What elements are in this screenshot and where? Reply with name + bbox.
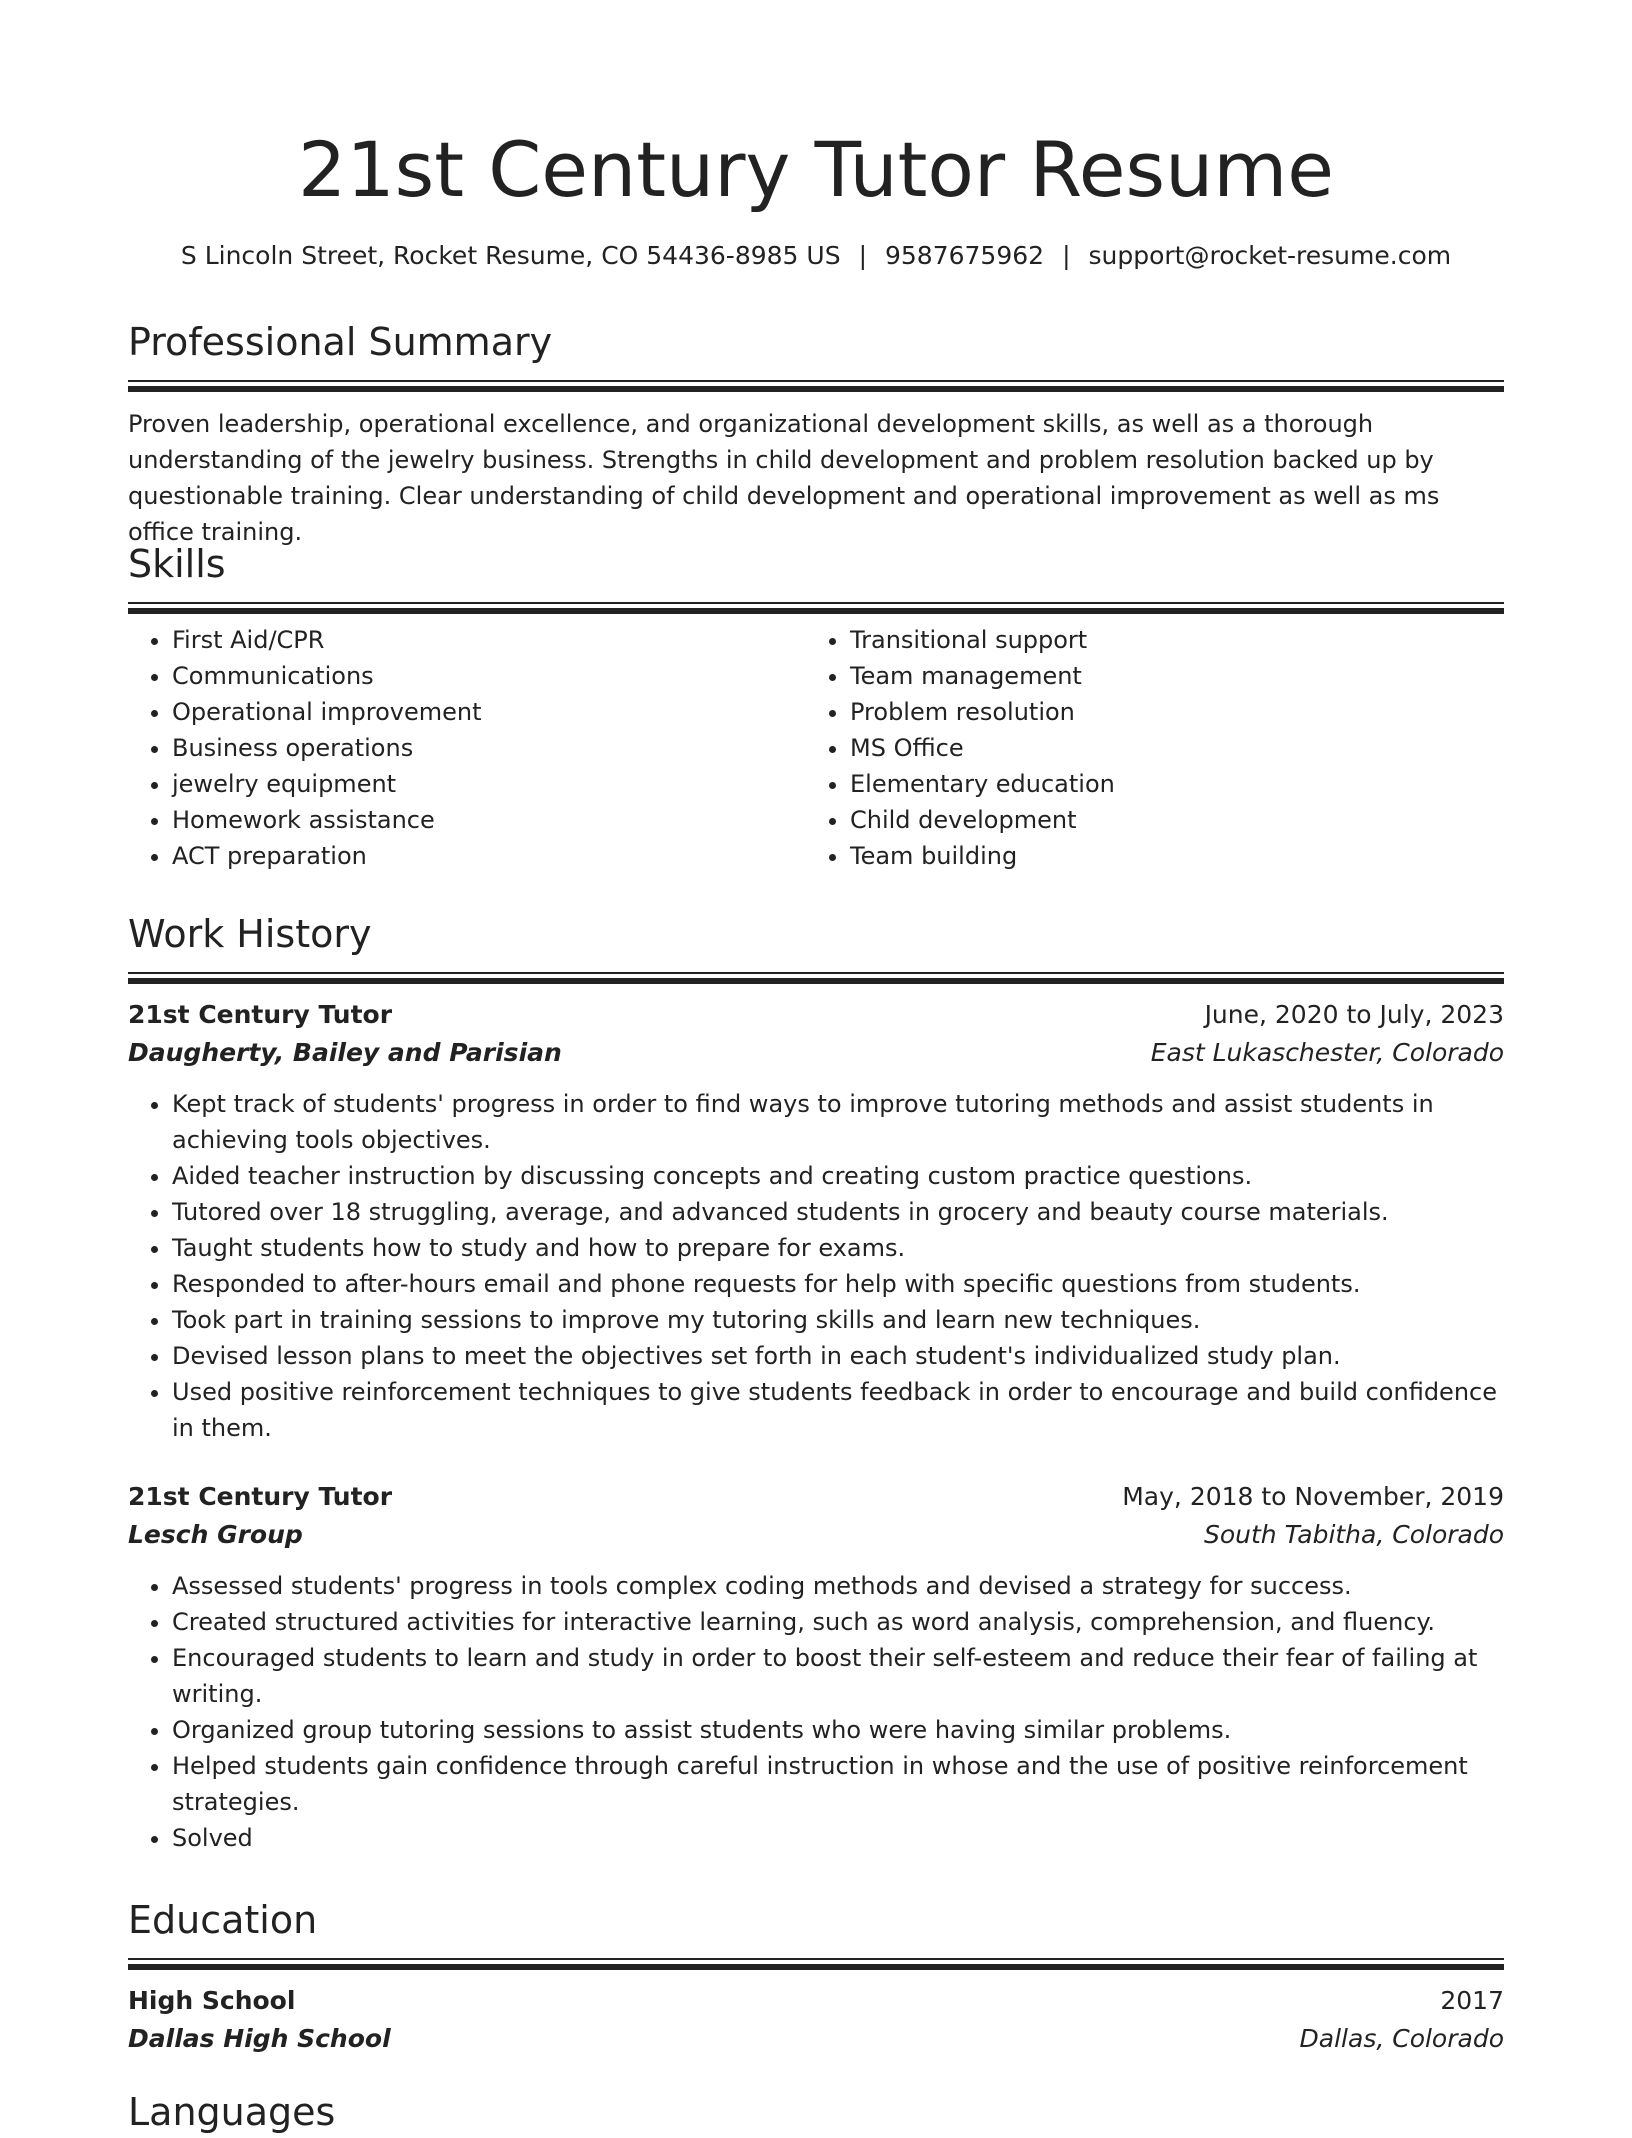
- job-bullets: [128, 1086, 1504, 1446]
- languages-section: [128, 2086, 1504, 2138]
- job-bullet: • Aided teacher instruction by discussing concepts and creating custom practice questions.: [172, 1158, 1504, 1194]
- education-year: 2017: [1440, 1986, 1504, 2015]
- job-bullet: • Taught students how to study and how to prepare for exams.: [172, 1230, 1504, 1266]
- section-rule: [128, 1958, 1504, 1968]
- job-company: Lesch Group: [128, 1520, 303, 1549]
- summary-heading: Professional Summary: [128, 320, 553, 364]
- section-rule: [128, 972, 1504, 982]
- job-bullet: • Created structured activities for interactive learning, such as word analysis, comprehension, and fluency.: [172, 1604, 1504, 1640]
- skill-item: • Transitional support: [850, 622, 1484, 658]
- languages-heading: Languages: [128, 2090, 336, 2134]
- job-bullet: • Solved: [172, 1820, 1504, 1856]
- job-bullet: • Assessed students' progress in tools complex coding methods and devised a strategy for success.: [172, 1568, 1504, 1604]
- education-school-row: [128, 2020, 1504, 2058]
- skill-item: • Operational improvement: [172, 694, 806, 730]
- contact-phone: 9587675962: [885, 241, 1045, 270]
- skills-section: [128, 538, 1504, 874]
- job-location: South Tabitha, Colorado: [1204, 1520, 1504, 1549]
- job-title: 21st Century Tutor: [128, 1482, 393, 1511]
- education-school: Dallas High School: [128, 2024, 391, 2053]
- skill-item: • Elementary education: [850, 766, 1484, 802]
- skill-item: • Business operations: [172, 730, 806, 766]
- summary-text: Proven leadership, operational excellence, and organizational development skills, as well as a thorough understanding of the jewelry business. Strengths in child development and problem resolution backed up by questionable training. Clear understanding of child development and operational improvement as well as ms office training.: [128, 410, 1440, 546]
- skill-item: • ACT preparation: [172, 838, 806, 874]
- job-dates: May, 2018 to November, 2019: [1122, 1482, 1504, 1511]
- job-bullet: • Encouraged students to learn and study in order to boost their self-esteem and reduce their fear of failing at writing.: [172, 1640, 1504, 1712]
- education-degree: High School: [128, 1986, 296, 2015]
- job-company-row: [128, 1516, 1504, 1554]
- job-bullet: • Devised lesson plans to meet the objectives set forth in each student's individualized study plan.: [172, 1338, 1504, 1374]
- job-bullet: • Helped students gain confidence through careful instruction in whose and the use of positive reinforcement strategies.: [172, 1748, 1504, 1820]
- skill-item: • Problem resolution: [850, 694, 1484, 730]
- job-entry: [128, 996, 1504, 1446]
- skill-item: • Communications: [172, 658, 806, 694]
- contact-separator: |: [1062, 241, 1071, 270]
- job-entry: [128, 1478, 1504, 1856]
- job-bullet: • Tutored over 18 struggling, average, and advanced students in grocery and beauty course materials.: [172, 1194, 1504, 1230]
- job-company-row: [128, 1034, 1504, 1072]
- job-header-row: [128, 996, 1504, 1034]
- job-location: East Lukaschester, Colorado: [1150, 1038, 1504, 1067]
- skill-item: • Homework assistance: [172, 802, 806, 838]
- skill-item: • Team management: [850, 658, 1484, 694]
- job-bullet: • Responded to after-hours email and phone requests for help with specific questions from students.: [172, 1266, 1504, 1302]
- job-bullet: • Organized group tutoring sessions to assist students who were having similar problems.: [172, 1712, 1504, 1748]
- job-bullet: • Took part in training sessions to improve my tutoring skills and learn new techniques.: [172, 1302, 1504, 1338]
- contact-line: [128, 238, 1504, 274]
- skills-right-list: [806, 622, 1484, 874]
- job-bullet: • Kept track of students' progress in order to find ways to improve tutoring methods and assist students in achieving tools objectives.: [172, 1086, 1504, 1158]
- skills-columns: [128, 622, 1504, 874]
- skills-left-list: [128, 622, 806, 874]
- skill-item: • Team building: [850, 838, 1484, 874]
- skill-item: • MS Office: [850, 730, 1484, 766]
- skill-item: • Child development: [850, 802, 1484, 838]
- education-location: Dallas, Colorado: [1299, 2024, 1504, 2053]
- skill-item: • First Aid/CPR: [172, 622, 806, 658]
- resume-title: 21st Century Tutor Resume: [297, 125, 1335, 214]
- work-section: [128, 908, 1504, 1856]
- section-rule: [128, 602, 1504, 612]
- job-title: 21st Century Tutor: [128, 1000, 393, 1029]
- skill-item: • jewelry equipment: [172, 766, 806, 802]
- summary-section: [128, 316, 1504, 550]
- education-header-row: [128, 1982, 1504, 2020]
- contact-email: support@rocket-resume.com: [1088, 241, 1452, 270]
- job-bullets: [128, 1568, 1504, 1856]
- job-company: Daugherty, Bailey and Parisian: [128, 1038, 562, 1067]
- job-header-row: [128, 1478, 1504, 1516]
- contact-separator: |: [858, 241, 867, 270]
- work-heading: Work History: [128, 912, 372, 956]
- job-bullet: • Used positive reinforcement techniques to give students feedback in order to encourage and build confidence in them.: [172, 1374, 1504, 1446]
- education-section: [128, 1894, 1504, 2058]
- skills-heading: Skills: [128, 542, 226, 586]
- section-rule: [128, 380, 1504, 390]
- contact-address: S Lincoln Street, Rocket Resume, CO 54436-8985 US: [180, 241, 841, 270]
- education-heading: Education: [128, 1898, 318, 1942]
- education-entry: [128, 1982, 1504, 2058]
- job-dates: June, 2020 to July, 2023: [1204, 1000, 1504, 1029]
